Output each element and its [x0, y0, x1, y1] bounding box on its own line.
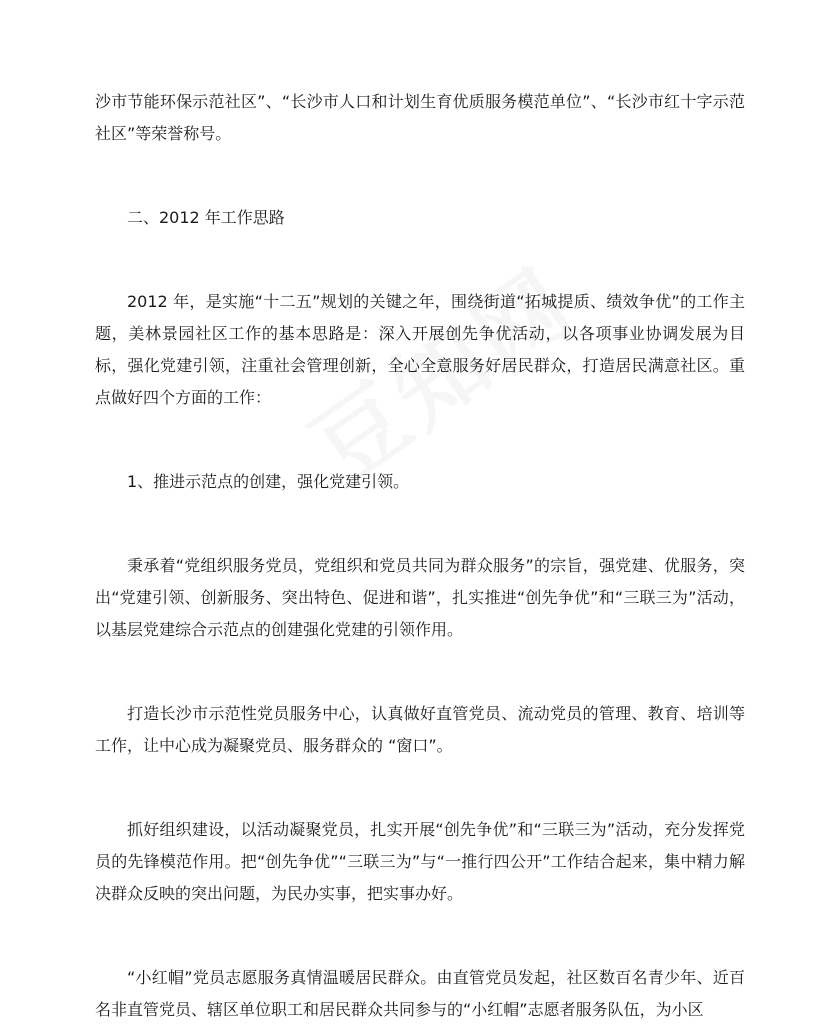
paragraph-2012-overview: 2012 年，是实施“十二五”规划的关键之年，围绕街道“拓城提质、绩效争优”的工作主题，美林景园社区工作的基本思路是：深入开展创先争优活动，以各项事业协调发展为目标，强化党建引领，注重社会管理创新，全心全意服务好居民群众，打造居民满意社区。重点做好四个方面的工作： [95, 292, 745, 407]
document-body [95, 86, 745, 1026]
paragraph-volunteers: “小红帽”党员志愿服务真情温暖居民群众。由直管党员发起，社区数百名青少年、近百名非直管党员、辖区单位职工和居民群众共同参与的“小红帽”志愿者服务队伍，为小区 [95, 968, 745, 1019]
paragraph-honors-continued: 沙市节能环保示范社区”、“长沙市人口和计划生育优质服务模范单位”、“长沙市红十字示范社区”等荣誉称号。 [95, 92, 745, 143]
paragraph-organization: 抓好组织建设，以活动凝聚党员，扎实开展“创先争优”和“三联三为”活动，充分发挥党员的先锋模范作用。把“创先争优”“三联三为”与“一推行四公开”工作结合起来，集中精力解决群众反映的突出问题，为民办实事，把实事办好。 [95, 820, 745, 903]
subheading-1: 1、推进示范点的创建，强化党建引领。 [127, 472, 410, 491]
section-heading-2012-plan: 二、2012 年工作思路 [127, 208, 285, 227]
paragraph-service-center: 打造长沙市示范性党员服务中心，认真做好直管党员、流动党员的管理、教育、培训等工作，让中心成为凝聚党员、服务群众的 “窗口”。 [95, 704, 745, 755]
paragraph-principles: 秉承着“党组织服务党员，党组织和党员共同为群众服务”的宗旨，强党建、优服务，突出“党建引领、创新服务、突出特色、促进和谐”，扎实推进“创先争优”和“三联三为”活动，以基层党建综合示范点的创建强化党建的引领作用。 [95, 556, 745, 639]
